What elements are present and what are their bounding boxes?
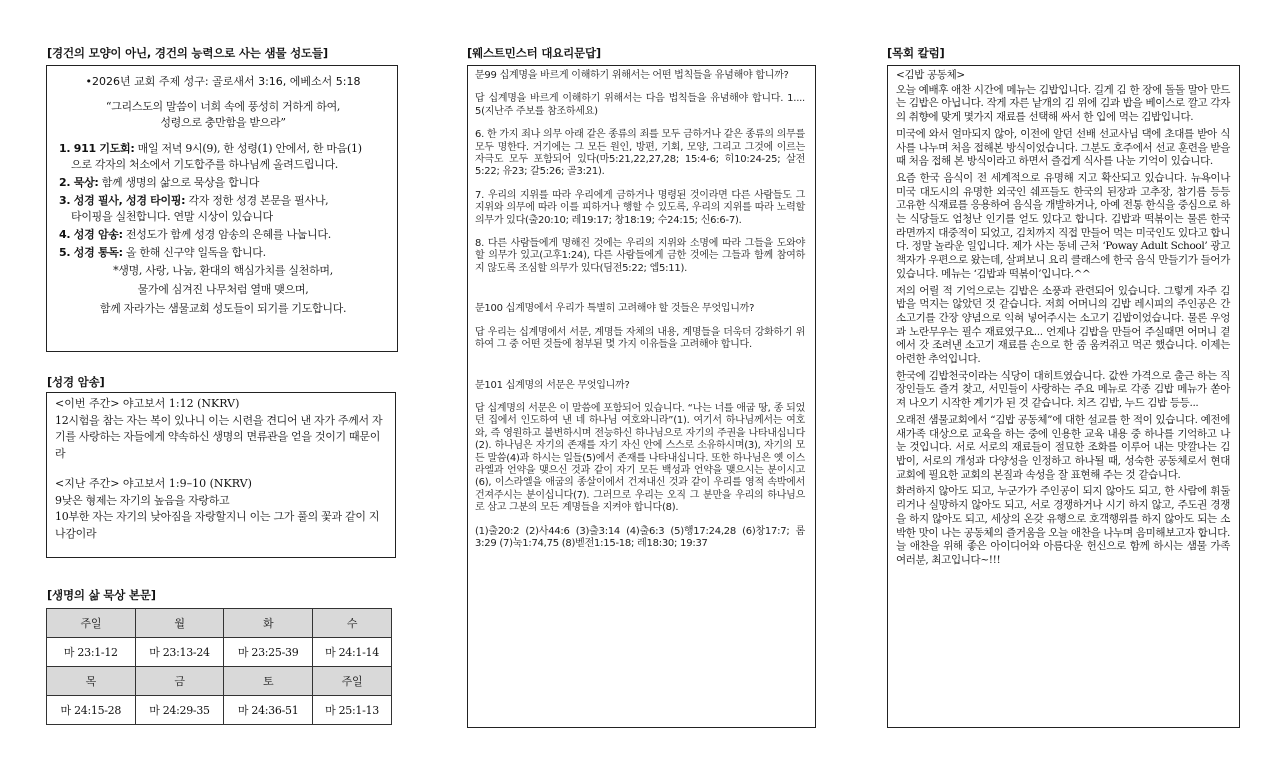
theme-quote — [59, 99, 387, 131]
day-cell: 수 — [312, 609, 391, 638]
catechism-rule: 7. 우리의 지위를 따라 우리에게 금하거나 명령된 것이라면 다른 사람들도 그 지위와 의무에 따라 이를 피하거나 행할 수 있도록, 우리의 지위를 따라 노력할 의무가 있다(출20:10; 레19:17; 창18:19; 수24:15; 신6:6-7). — [475, 189, 805, 226]
section-heading-meditation: [생명의 삶 묵상 본문] — [47, 588, 156, 602]
column-paragraph: 오래전 샘물교회에서 “김밥 공동체”에 대한 설교를 한 적이 있습니다. 예전에 새가족 대상으로 교육을 하는 중에 인용한 교육 내용 중 하나를 기억하고 나눈 것입니다. 서로 서로의 재료들이 절묘한 조화를 이루어 내는 맛깔나는 김밥이, 서로의 개성과 다양성을 인정하고 하나될 때, 성숙한 공동체로서 현대교회에 필요한 교회의 본질과 속성을 잘 표현해 주는 것 같습니다. — [896, 413, 1230, 481]
catechism-answer: 답 십계명의 서문은 이 말씀에 포함되어 있습니다. “나는 너를 애굽 땅, 종 되었던 집에서 인도하여 낸 네 하나님 여호와니라”(1). 여기서 하나님께서는 여호와, 즉 영원하고 불변하시며 전능하신 하나님으로 자기의 주권을 나타내십니다(2). 하나님은 자기의 존재를 자기 자신 안에 스스로 소유하시며(3), 자기의 모든 말씀(4)과 하시는 일들(5)에서 존재를 나타내십니다. 또한 하나님은 옛 이스라엘과 언약을 맺으신 것과 같이 자기 모든 백성과 언약을 맺으시는 분이시고(6), 이스라엘을 애굽의 종살이에서 건져내신 것과 같이 우리를 영적 속박에서 건져주시는 분이십니다(7). 그러므로 우리는 오직 그 분만을 우리의 하나님으로 삼고 그분의 모든 계명들을 지켜야 합니다(8). — [475, 402, 805, 514]
day-cell: 화 — [224, 609, 313, 638]
catechism-references: (1)출20:2 (2)사44:6 (3)출3:14 (4)출6:3 (5)행17:24,28 (6)창17:7; 롬3:29 (7)눅1:74,75 (8)벧전1:15-18; 레18:30; 19:37 — [475, 525, 805, 549]
column-paragraph: 요즘 한국 음식이 전 세계적으로 유명해 지고 확산되고 있습니다. 뉴욕이나 미국 대도시의 유명한 외국인 쉐프들도 한국의 된장과 고추장, 참기름 등등 고유한 식재료를 응용하여 음식을 개발하거나, 아예 전통 한식을 중심으로 하는 식당들도 엄청난 인기를 얻도 있다고 합니다. 김밥과 떡볶이는 물론 한국 라면까지 대중적이 되었고, 김치까지 직접 만들어 먹는 미국인도 있다고 합니다. 정말 놀라운 일입니다. 제가 사는 동네 근처 ‘Poway Adult School’ 광고 책자가 우편으로 왔는데, 살펴보니 요리 클래스에 한국 음식 만들기가 들어가 있습니다. 메뉴는 ‘김밥과 떡볶이’입니다.^^ — [896, 171, 1230, 280]
table-row — [47, 609, 392, 638]
last-week-ref: 야고보서 1:9–10 (NKRV) — [119, 477, 252, 490]
ref-cell: 마 24:36-51 — [224, 696, 313, 725]
catechism-question: 문101 십계명의 서문은 무엇입니까? — [475, 379, 630, 391]
theme-box — [46, 65, 398, 352]
this-week-tag: <이번 주간> — [55, 397, 120, 410]
memory-box — [46, 392, 396, 558]
section-heading-memory: [성경 암송] — [47, 375, 105, 389]
table-row — [47, 696, 392, 725]
theme-item — [59, 193, 387, 225]
ref-cell: 마 23:1-12 — [47, 638, 136, 667]
meditation-table — [46, 608, 392, 725]
item-text: 전성도가 함께 성경 암송의 은혜를 나눕니다. — [122, 228, 331, 241]
item-text: 올 한해 신구약 일독을 합니다. — [122, 246, 266, 259]
this-week-ref: 야고보서 1:12 (NKRV) — [119, 397, 240, 410]
item-text: 각자 정한 성경 본문을 필사나, — [185, 194, 329, 207]
item-lead: 2. 묵상: — [59, 176, 99, 189]
item-lead: 5. 성경 통독: — [59, 246, 123, 259]
ref-cell: 마 25:1-13 — [312, 696, 391, 725]
this-week-label — [55, 396, 387, 413]
note-line-1: *생명, 사랑, 나눔, 환대의 핵심가치를 실천하며, — [113, 264, 333, 277]
section-heading-theme: [경건의 모양이 아닌, 경건의 능력으로 사는 샘물 성도들] — [47, 46, 328, 60]
ref-cell: 마 24:29-35 — [135, 696, 224, 725]
catechism-question: 문99 십계명을 바르게 이해하기 위해서는 어떤 법칙들을 유념해야 합니까? — [475, 70, 789, 81]
note-line-3: 함께 자라가는 샘물교회 성도들이 되기를 기도합니다. — [99, 302, 347, 315]
item-lead: 1. 911 기도회: — [59, 142, 135, 155]
item-text: 매일 저녁 9시(9), 한 성령(1) 안에서, 한 마음(1) — [134, 142, 362, 155]
this-week-verse: 12시험을 참는 자는 복이 있나니 이는 시련을 견디어 낸 자가 주께서 자기를 사랑하는 자들에게 약속하신 생명의 면류관을 얻을 것이기 때문이라 — [55, 413, 383, 460]
item-text: 함께 생명의 삶으로 묵상을 합니다 — [98, 176, 260, 189]
catechism-rule: 8. 다른 사람들에게 명해진 것에는 우리의 지위와 소명에 따라 그들을 도와야 할 의무가 있고(고후1:24), 다른 사람들에게 금한 것에는 그들과 함께 참여하지 않도록 조심할 의무가 있다(딤전5:22; 엡5:11). — [475, 238, 805, 274]
catechism-answer: 답 우리는 십계명에서 서문, 계명들 자체의 내용, 계명들을 더욱더 강화하기 위하여 그 중 어떤 것들에 첨부된 몇 가지 이유들을 고려해야 합니다. — [475, 326, 805, 351]
section-heading-catechism: [웨스트민스터 대요리문답] — [467, 46, 601, 60]
column-title: <김밥 공동체> — [896, 69, 965, 81]
column-paragraph: 미국에 와서 얼마되지 않아, 이전에 알던 선배 선교사님 댁에 초대를 받아 식사를 나누며 처음 접해본 방식이었습니다. 그분도 호주에서 선교 훈련을 받을 때 처음 접해 본 방식이라고 하면서 즐겁게 식사를 나눈 기억이 있습니다. — [896, 127, 1230, 168]
quote-line-1: “그리스도의 말씀이 너희 속에 풍성히 거하게 하여, — [105, 100, 341, 113]
ref-cell: 마 24:1-14 — [312, 638, 391, 667]
table-row — [47, 667, 392, 696]
last-week-label — [55, 476, 387, 493]
theme-verse: •2026년 교회 주제 성구: 골로새서 3:16, 에베소서 5:18 — [85, 75, 361, 88]
theme-note — [59, 263, 387, 317]
catechism-question: 문100 십계명에서 우리가 특별히 고려해야 할 것들은 무엇입니까? — [475, 303, 755, 315]
catechism-answer: 답 십계명을 바르게 이해하기 위해서는 다음 법칙들을 유념해야 합니다. 1.... 5(지난주 주보를 참조하세요) — [475, 93, 805, 117]
column-box — [887, 65, 1240, 728]
column-paragraph: 화려하지 않아도 되고, 누군가가 주인공이 되지 않아도 되고, 한 사람에 휘둘리거나 실망하지 않아도 되고, 서로 경쟁하거나 시기 하지 않고, 주도권 경쟁을 하지 않아도 되고, 세상의 온갖 유행으로 호객행위를 하지 않아도 되는 소박한 맛이 나는 공동체의 즐거움을 오늘 애찬을 나누며 음미해보고자 합니다. 늘 애찬을 위해 좋은 아이디어와 아름다운 헌신으로 함께 하시는 샘물 가족 여러분, 최고입니다~!!! — [896, 485, 1230, 566]
column-paragraph: 한국에 김밥천국이라는 식당이 대히트였습니다. 값싼 가격으로 출근 하는 직장인들도 즐겨 찾고, 서민들이 사랑하는 주요 메뉴로 각종 김밥 메뉴가 쏟아져 나오기 시작한 계기가 된 것 같습니다. 치즈 김밥, 누드 김밥 등등... — [896, 369, 1230, 410]
last-week-verse: 9낮은 형제는 자기의 높음을 자랑하고 10부한 자는 자기의 낮아짐을 자랑할지니 이는 그가 풀의 꽃과 같이 지나감이라 — [55, 493, 380, 540]
column-paragraph: 오늘 예배후 애찬 시간에 메뉴는 김밥입니다. 길게 김 한 장에 돌돌 말아 만드는 김밥은 아닙니다. 작게 자른 낱개의 김 위에 김과 밥을 베이스로 깔고 각자의 취향에 맞게 몇가지 재료를 선택해 싸서 한 입에 먹는 김밥입니다. — [896, 83, 1230, 124]
theme-item — [59, 141, 387, 173]
day-cell: 목 — [47, 667, 136, 696]
catechism-box — [467, 65, 816, 728]
item-cont: 으로 각자의 처소에서 기도합주를 하나님께 올려드립니다. — [71, 158, 339, 171]
theme-item — [59, 175, 387, 191]
item-lead: 4. 성경 암송: — [59, 228, 123, 241]
theme-item — [59, 227, 387, 243]
day-cell: 토 — [224, 667, 313, 696]
item-cont: 타이핑을 실천합니다. 연말 시상이 있습니다 — [71, 210, 273, 223]
ref-cell: 마 24:15-28 — [47, 696, 136, 725]
ref-cell: 마 23:13-24 — [135, 638, 224, 667]
column-paragraph: 저의 어릴 적 기억으로는 김밥은 소풍과 관련되어 있습니다. 그렇게 자주 김밥을 먹지는 않았던 것 같습니다. 저희 어머니의 김밥 레시피의 주인공은 간 소고기를 간장 양념으로 익혀 넣어주시는 소고기 김밥이었습니다. 물론 우엉과 노란무우는 필수 재료였구요... 언제나 김밥을 만들어 주실때면 어머니 곁에서 갓 조려낸 소고기 재료를 손으로 한 줌 움켜쥐고 먹곤 했습니다. 이제는 아련한 추억입니다. — [896, 284, 1230, 366]
table-row — [47, 638, 392, 667]
day-cell: 월 — [135, 609, 224, 638]
catechism-rule: 6. 한 가지 죄나 의무 아래 같은 종류의 죄를 모두 금하거나 같은 종류의 의무를 모두 명한다. 거기에는 그 모든 원인, 방편, 기회, 모양, 그리고 그것에 이르는 자극도 모두 포함되어 있다(마5:21,22,27,28; 15:4-6; 히10:24-25; 살전5:22; 유23; 갈5:26; 골3:21). — [475, 129, 805, 178]
day-cell: 주일 — [47, 609, 136, 638]
last-week-tag: <지난 주간> — [55, 477, 120, 490]
item-lead: 3. 성경 필사, 성경 타이핑: — [59, 194, 186, 207]
theme-item — [59, 245, 387, 261]
day-cell: 금 — [135, 667, 224, 696]
ref-cell: 마 23:25-39 — [224, 638, 313, 667]
section-heading-column: [목회 칼럼] — [887, 46, 945, 60]
note-line-2: 물가에 심겨진 나무처럼 열매 맺으며, — [137, 283, 309, 296]
day-cell: 주일 — [312, 667, 391, 696]
quote-line-2: 성령으로 충만함을 받으라” — [160, 116, 286, 129]
